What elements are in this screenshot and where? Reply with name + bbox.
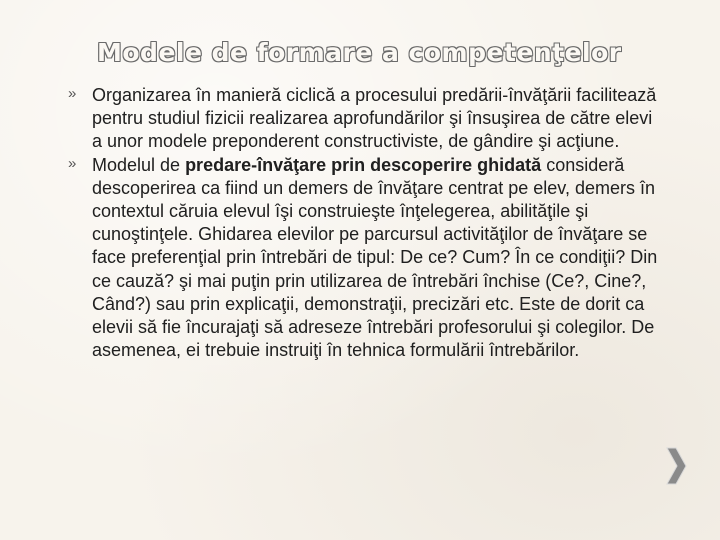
slide-title: Modele de formare a competenţelor — [97, 38, 622, 67]
bullet-item — [64, 84, 664, 154]
bullet-marker: » — [68, 154, 77, 172]
bullet-text — [92, 154, 664, 363]
bullet-text-lead: Modelul de — [92, 154, 186, 175]
bullet-text: Organizarea în manieră ciclică a procesului predării-învăţării facilitează pentru studiul fizicii realizarea aprofundărilor şi însuşirea de către elevi a unor modele preponderent constructiviste, de gândire şi acţiune. — [92, 85, 657, 152]
chevron-right-icon[interactable] — [664, 446, 688, 486]
bullet-marker: » — [68, 85, 77, 102]
bullet-text-emphasis: predare-învăţare prin descoperire ghidată — [185, 154, 542, 175]
bullet-text-rest: consideră descoperirea ca fiind un demers de învăţare centrat pe elev, demers în contextul căruia elevul îşi construieşte înţelegerea, abilităţile şi cunoştinţele. Ghidarea elevilor pe parcursul activităţilor de învăţare se face preferenţial prin întrebări de tipul: De ce? Cum? În ce condiţii? Din ce cauză? şi mai puţin prin utilizarea de întrebări închise (Ce?, Cine?, Când?) sau prin explicaţii, demonstraţii, precizări etc. Este de dorit ca elevii să fie încurajaţi să adreseze întrebări profesorului şi colegilor. De asemenea, ei trebuie instruiţi în tehnica formulării întrebărilor. — [92, 154, 658, 361]
bullet-item — [64, 154, 664, 363]
bullet-list — [64, 84, 664, 362]
